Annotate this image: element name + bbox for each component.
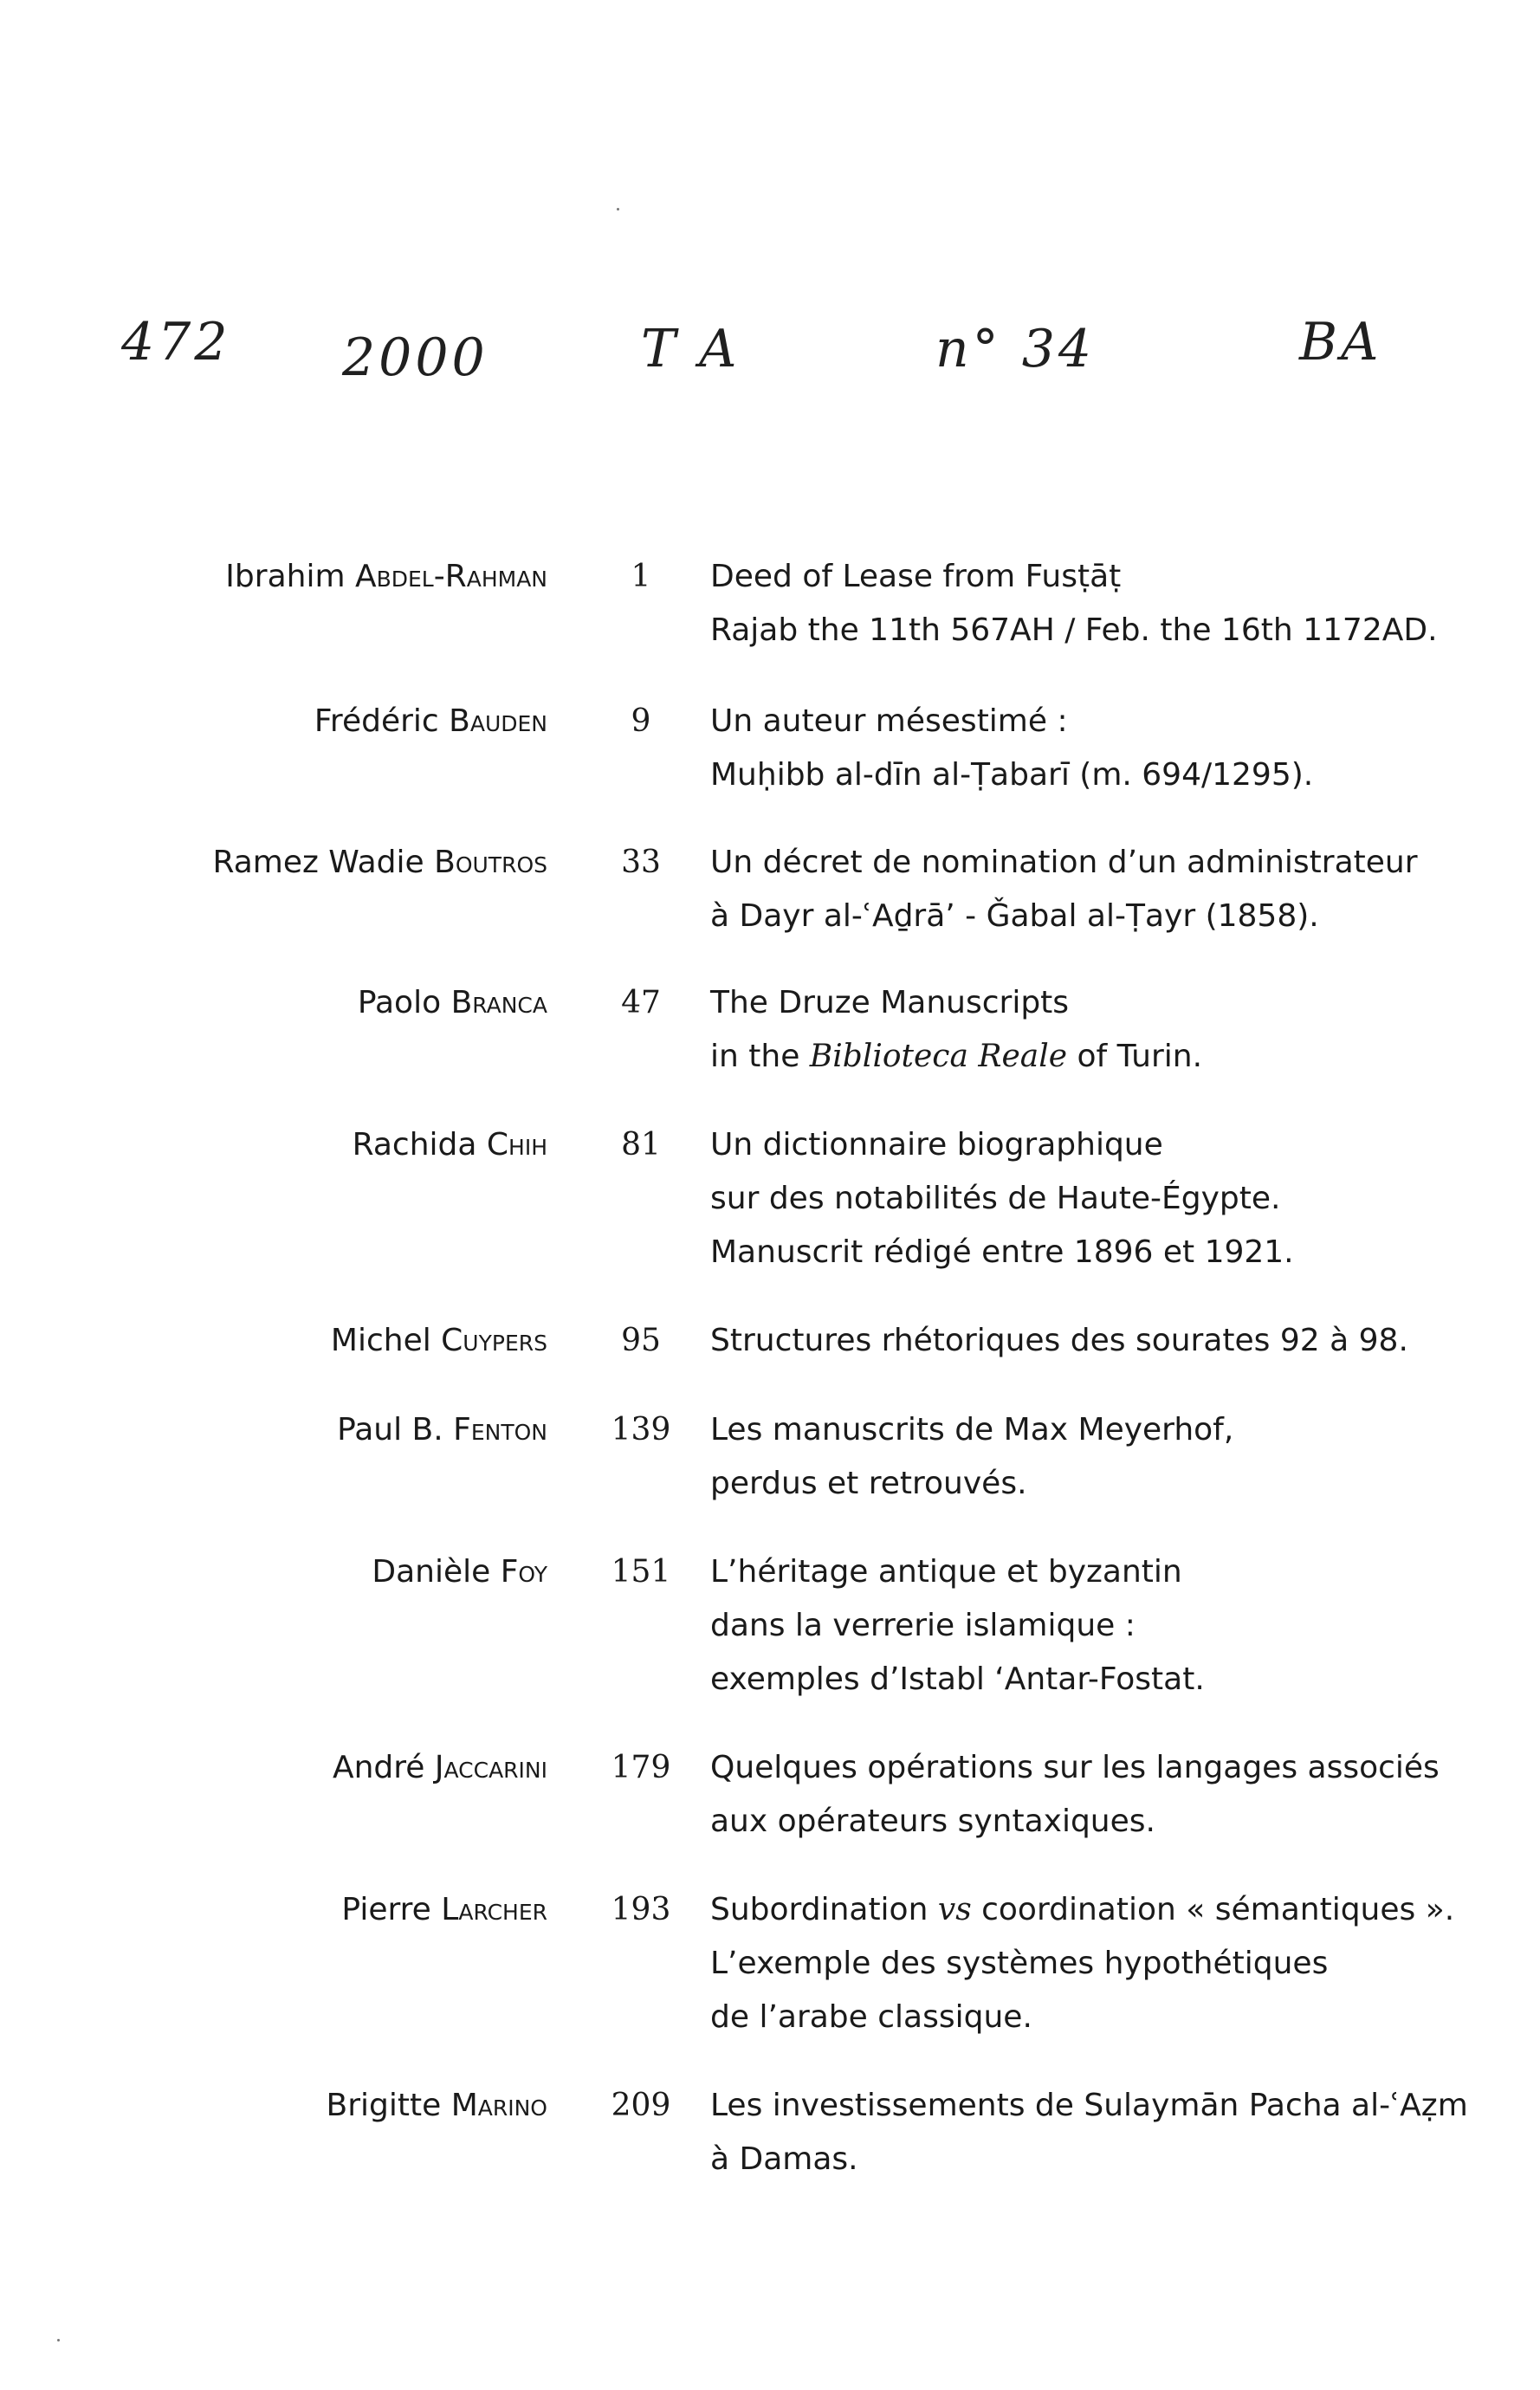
toc-title: The Druze Manuscripts in the Biblioteca Reale of Turin.	[710, 985, 1203, 1074]
toc-page-number: 33	[621, 845, 661, 880]
toc-page-number: 209	[611, 2088, 671, 2123]
toc-page-number: 95	[621, 1323, 661, 1358]
toc-author: Rachida Chih	[352, 1127, 547, 1163]
toc-author: Frédéric Bauden	[314, 703, 547, 739]
toc-author: Brigitte Marino	[326, 2088, 547, 2123]
toc-title: L’héritage antique et byzantin dans la verrerie islamique : exemples d’Istabl ‘Antar-Fostat.	[710, 1554, 1205, 1697]
toc-title: Les manuscrits de Max Meyerhof, perdus et retrouvés.	[710, 1412, 1234, 1501]
toc-title: Quelques opérations sur les langages associés aux opérateurs syntaxiques.	[710, 1750, 1440, 1839]
toc-author: Paolo Branca	[357, 985, 547, 1020]
toc-author: Ibrahim Abdel-Rahman	[225, 559, 547, 594]
toc-title: Deed of Lease from Fusṭāṭ Rajab the 11th 567AH / Feb. the 16th 1172AD.	[710, 559, 1438, 648]
toc-title: Structures rhétoriques des sourates 92 à 98.	[710, 1323, 1408, 1358]
toc-author: Danièle Foy	[372, 1554, 547, 1590]
toc-page-number: 81	[621, 1127, 661, 1163]
toc-title: Subordination vs coordination « sémantiques ». L’exemple des systèmes hypothétiques de l’arabe classique.	[710, 1892, 1455, 2035]
toc-author: Ramez Wadie Boutros	[212, 845, 547, 880]
toc-page-number: 1	[631, 559, 651, 594]
toc-page-number: 139	[611, 1412, 671, 1448]
toc-page-number: 179	[611, 1750, 671, 1785]
toc-author: Paul B. Fenton	[337, 1412, 547, 1448]
handwritten-note-5: BA	[1299, 312, 1382, 372]
handwritten-note-2: 2000	[342, 327, 489, 388]
handwritten-note-1: 472	[121, 312, 231, 372]
handwritten-note-3: T A	[641, 319, 741, 379]
handwritten-note-4: n° 34	[935, 319, 1096, 379]
toc-author: Michel Cuypers	[330, 1323, 547, 1358]
toc-author: Pierre Larcher	[341, 1892, 547, 1927]
toc-page-number: 9	[631, 703, 651, 739]
toc-page-number: 193	[611, 1892, 671, 1927]
toc-title: Un décret de nomination d’un administrateur à Dayr al-ʿAḏrā’ - Ǧabal al-Ṭayr (1858).	[710, 845, 1418, 934]
toc-title: Les investissements de Sulaymān Pacha al-ʿAẓm à Damas.	[710, 2088, 1468, 2177]
toc-title: Un dictionnaire biographique sur des notabilités de Haute-Égypte. Manuscrit rédigé entre 1896 et 1921.	[710, 1127, 1294, 1270]
toc-author: André Jaccarini	[332, 1750, 547, 1785]
toc-title: Un auteur mésestimé : Muḥibb al-dīn al-Ṭabarī (m. 694/1295).	[710, 703, 1314, 793]
toc-page-number: 47	[621, 985, 661, 1020]
toc-page-number: 151	[611, 1554, 671, 1590]
